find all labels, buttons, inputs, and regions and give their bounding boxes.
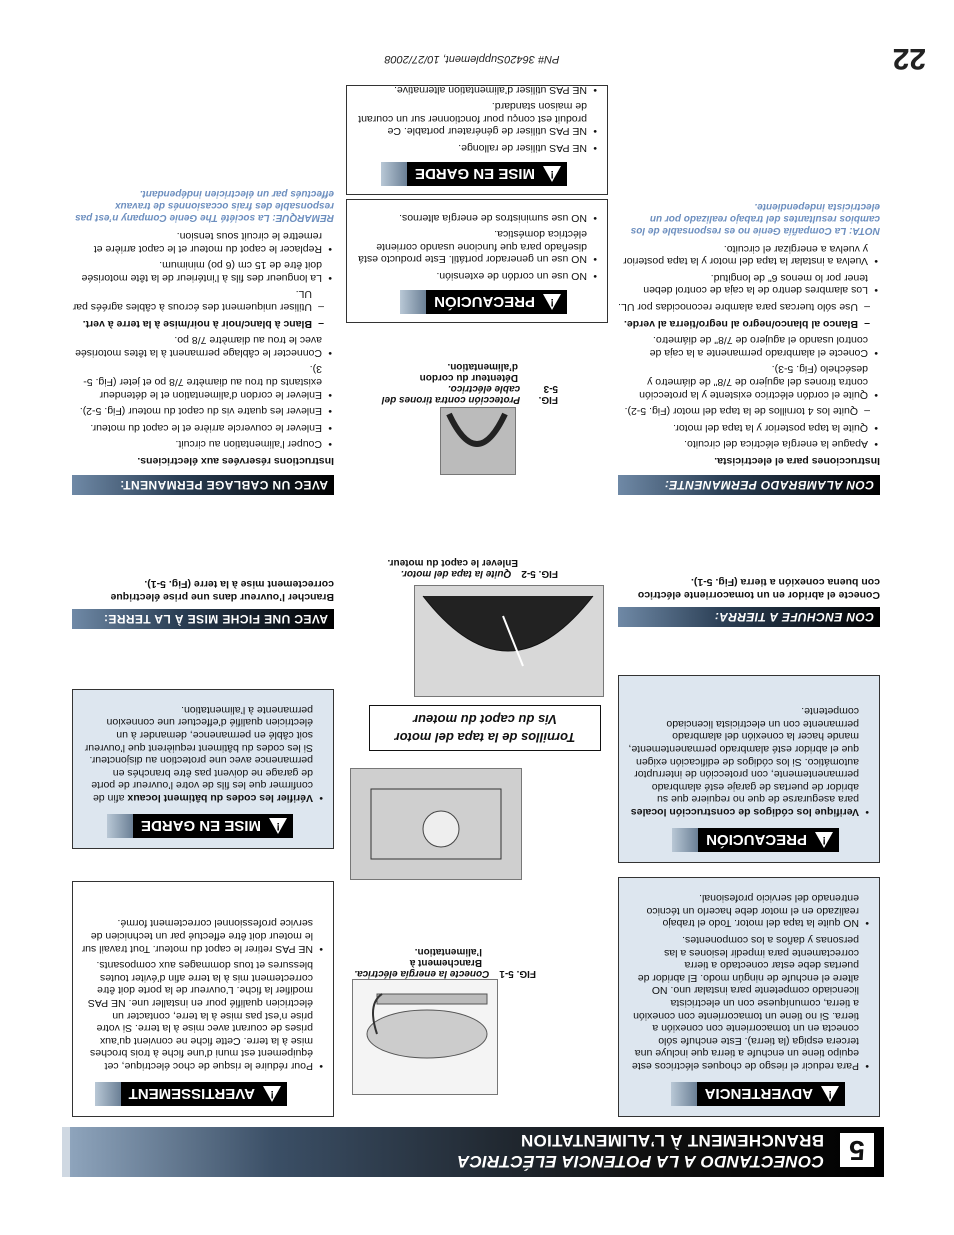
cablage-step-8: • La longueur des fils à l’intérieur de la tête motorisée doit être de 15 cm (6 po) minimum.	[72, 259, 334, 284]
fiche-terre-body: Brancher l’ouvreur dans une prise électrique correctement mise à la terre (Fig. 5-1).	[110, 578, 334, 603]
cablage-step-9: • Replacer le capot du moteur et le capot arrière et remettre le circuit sous tension.	[72, 230, 334, 255]
cablage-header: AVEC UN CABLAGE PERMANENT:	[72, 475, 334, 495]
fig52-caption: FIG. 5-2 Quite la tapa del motor. Enlever le capot du moteur.	[387, 557, 558, 579]
advertencia-box	[618, 877, 880, 1117]
section-number: 5	[840, 1133, 874, 1167]
avertissement-box	[72, 881, 334, 1117]
cablage-remarque: REMARQUE: La société The Genie Company n’est pas responsable des frais occasionnés de travaux effectués par un électricien indépendant.	[75, 188, 334, 224]
alambrado-intro: Instrucciones para el electricista.	[714, 455, 880, 467]
alambrado-step-4: • Quite el cordón eléctrico existente y la protección contra tirones del agujero de 7/8" de diámetro y deséchelo (Fig. 5-3).	[618, 363, 880, 401]
alambrado-header: CON ALAMBRADO PERMANENTE:	[618, 475, 880, 495]
alambrado-nota: NOTA: La Compañía Genie no es responsable de los cambios resultantes del trabajo realizado por un electricista independiente.	[630, 201, 880, 237]
fig53-caption: FIG. 5-3 Protección contra tirones del cable eléctrico. Détenteur du cordon d’alimentation.	[381, 361, 558, 405]
section-title-fr: BRANCHEMENT À L’ALIMENTATION	[520, 1131, 824, 1150]
cablage-step-1: • Couper l’alimentation au circuit.	[72, 438, 334, 451]
section-banner	[62, 1127, 884, 1177]
alambrado-step-1: • Apague la energía eléctrica del circuito.	[618, 438, 880, 451]
cablage-step-7: – Utiliser uniquement des écrous à câbles agréés par UL.	[72, 288, 334, 313]
alambrado-step-7: – Use sólo tuercas para alambre reconocidas por UL.	[618, 300, 880, 313]
warning-icon	[543, 294, 561, 310]
advertencia-bullet-1: • Para reducir el riesgo de choques eléctricos este equipo tiene un enchufe a tierra que incluye una tercera espiga (la tierra). Este enchufe sólo conecta en un tomacorriente con conexión a tierra. Si no tiene un tomacorriente con conexión a tierra, comuníquese con un electricista licenciado competente para instalar uno. NO altere el enchufe de ningún modo. El abridor de puertas debe estar conectado a tierra correctamente para impedir lesiones a las personas y daños a los componentes.	[625, 933, 871, 1072]
warning-icon	[815, 832, 833, 848]
mise-en-garde-signal-2: ! MISE EN GARDE	[407, 162, 567, 186]
pn-line: PN# 36420Supplement, 10/27/2008	[384, 53, 560, 65]
precaucion2-item-3: • NO use suministros de energía alternos.	[353, 211, 599, 224]
fig53-image	[440, 407, 516, 475]
mise-en-garde2-item-1: • NE PAS utiliser de rallonge.	[353, 141, 599, 154]
warning-icon	[263, 1086, 281, 1102]
cablage-step-4: • Enlever le cordon d’alimentation et le détendeur existants du trou au diamètre 7/8 po et jeter (Fig. 5-3).	[72, 363, 334, 401]
precaucion-box-1	[618, 675, 880, 863]
advertencia-signal: ! ADVERTENCIA	[697, 1082, 845, 1106]
fiche-terre-header: AVEC UNE FICHE MISE À LA TERRE:	[72, 609, 334, 629]
alambrado-body	[618, 196, 880, 467]
mise-en-garde2-item-2: • NE PAS utiliser de générateur portable. Ce produit est conçu pour fonctionner sur un courant de maison standard.	[353, 100, 599, 138]
alambrado-step-6: – Blanco al blanco/negro al negro/tierra al verde.	[618, 317, 880, 330]
precaucion-signal-2: ! PRECAUCIÓN	[426, 290, 567, 314]
avertissement-bullet-2: • NE PAS retirer le capot du moteur. Tout travail sur le moteur doit être effectué par un technicien de service professionnel correctement formé.	[79, 917, 325, 955]
precaucion-signal-1: ! PRECAUCIÓN	[698, 828, 839, 852]
alambrado-step-3: – Quite los 4 tornillos de la tapa del motor (Fig. 5-2).	[618, 405, 880, 418]
cablage-intro: Instructions réservées aux électriciens.	[137, 455, 334, 467]
con-enchufe-header: CON ENCHUFE A TIERRA:	[618, 607, 880, 627]
section-title-es: CONECTANDO A LA POTENCIA ELÉCTRICA	[456, 1152, 824, 1171]
cablage-step-3: • Enlever les quatre vis du capot du moteur (Fig. 5-2).	[72, 405, 334, 418]
con-enchufe-body: Conecte el abridor en un tomacorriente eléctrico con buena conexión a tierra (Fig. 5-1).	[637, 576, 880, 601]
cablage-step-6: – Blanc à blanc/noir à noir/mise à la terre à vert.	[72, 317, 334, 330]
advertencia-bullet-2: • NO quite la tapa del motor. Todo el trabajo realizado en el motor debe hacerlo un técnico entrenado del servicio profesional.	[625, 892, 871, 930]
fig51-caption: FIG. 5-1 Conecte la energía eléctrica. Branchement à l’alimentation.	[354, 946, 536, 979]
mise-en-garde-signal-1: ! MISE EN GARDE	[133, 814, 293, 838]
avertissement-signal: ! AVERTISSEMENT	[121, 1082, 287, 1106]
mise-en-garde-box-1	[72, 689, 334, 849]
fig51-image	[352, 979, 498, 1095]
avertissement-bullet-1: • Pour réduire le risque de choc électrique, cet équipement est muni d’une fiche à trois broches mise à la terre. Cette fiche ne convient qu’aux prises de courant avec mise à la terre. Si votre prise n’est pas mise à la terre, contacter un électricien qualifié pour en installer une. NE PAS modifier la fiche. L’ouvreur de la porte doit être correctement mis à la terre afin d’éviter toutes blessures et tous dommages aux composants.	[79, 959, 325, 1072]
screws-callout: Tornillos de la tapa del motor Vis du capot du moteur	[369, 705, 601, 751]
warning-icon	[821, 1086, 839, 1102]
mise-en-garde-box-2	[346, 85, 608, 195]
fig51b-image	[350, 768, 522, 880]
precaucion2-item-2: • NO use un generador portátil. Este producto está diseñado para que funcione usando corriente eléctrica doméstica.	[353, 228, 599, 266]
alambrado-step-8: • Los alambres dentro de la caja de control deben tener por lo menos 6" de longitud.	[618, 271, 880, 296]
cablage-body	[72, 184, 334, 468]
alambrado-step-2: • Quite la tapa posterior y la tapa del motor.	[618, 421, 880, 434]
alambrado-step-5: • Conecte el alambrado permanente a la caja de control usando el agujero de 7/8" de diámetro.	[618, 334, 880, 359]
cablage-step-2: • Enlever le couvercle arrière et le capot du moteur.	[72, 421, 334, 434]
warning-icon	[543, 166, 561, 182]
precaucion-text-1: • Verifique los códigos de construcción locales para asegurarse de que no requiere que su abridor de puertas de garaje esté alambrado permanentemente, con protección de interruptor automático. Si los códigos de edificación exigen que el abridor esté alambrado permanentemente, mande hacer la conexión del alambrado permanente con un electricista licenciado competente.	[625, 705, 871, 818]
page-number: 22	[892, 42, 926, 75]
mise-en-garde-text-1: • Vérifier les codes du bâtiment locaux afin de confirmer que les fils de votre l’ouvreur de porte de garage ne doivent pas être branchés en permanence avec une protection au disjoncteur. Si les codes du bâtiment requièrent que l’ouvreur soit câblé en permanence, demander à un électricien qualifié d’effectuer une connexion permanente à l’alimentation.	[79, 703, 325, 804]
alambrado-step-9: • Vuelva a instalar la tapa del motor y la tapa posterior y vuelva a energizar el circuito.	[618, 242, 880, 267]
fig52-image	[414, 585, 604, 697]
precaucion2-item-1: • NO use un cordón de extensión.	[353, 269, 599, 282]
cablage-step-5: • Connecter le câblage permanent à la têtes motorisée avec le trou au diamètre 7/8 po.	[72, 334, 334, 359]
mise-en-garde2-item-3: • NE PAS utiliser d’alimentation alternative.	[353, 83, 599, 96]
warning-icon	[269, 818, 287, 834]
precaucion-box-2	[346, 199, 608, 323]
